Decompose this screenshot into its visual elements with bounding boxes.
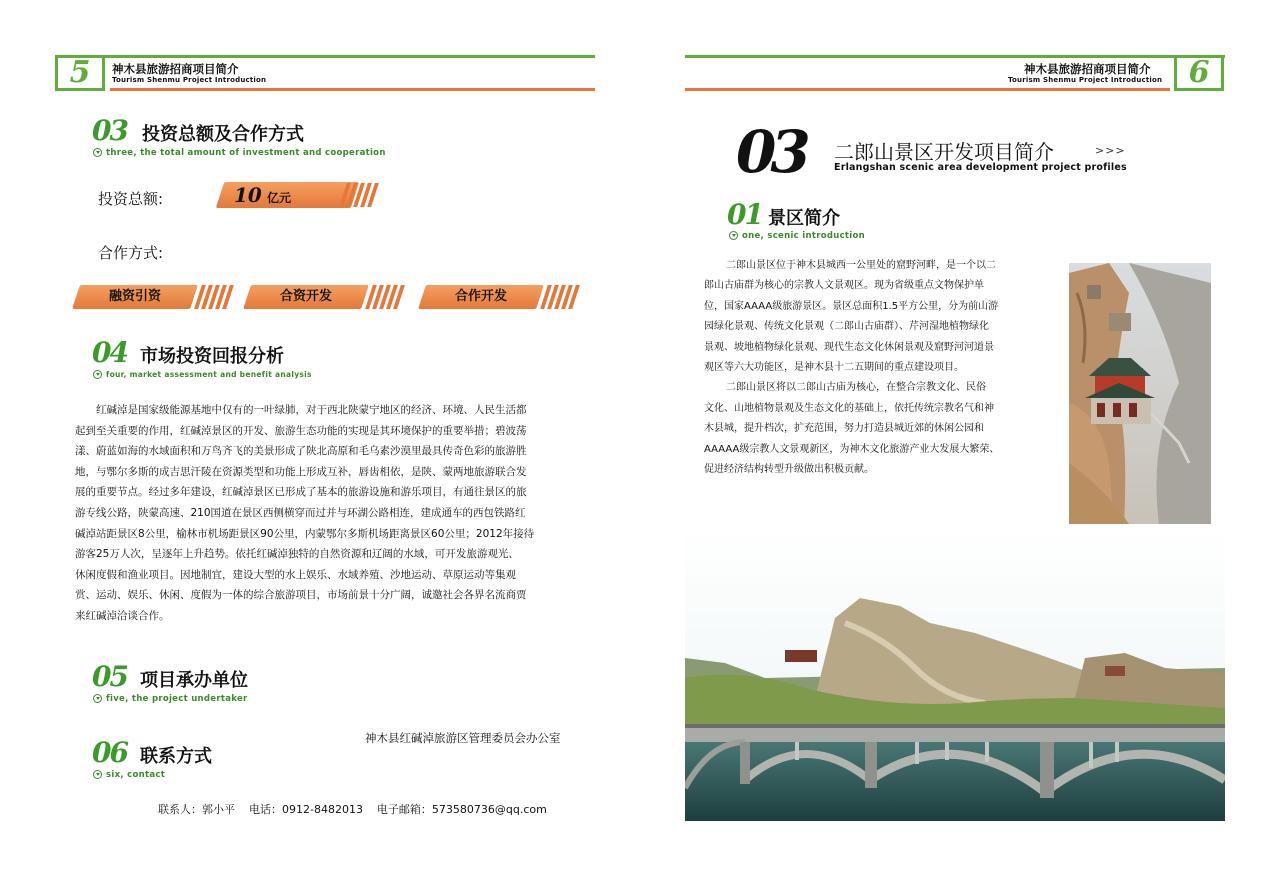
body-line: 地，与鄂尔多斯的成吉思汗陵在资源类型和功能上形成互补，唇齿相依，是陕、蒙两地旅游联合发 <box>75 465 527 478</box>
coop-tag-2-label: 合资开发 <box>279 289 332 304</box>
section-6-title: 联系方式 <box>140 746 212 767</box>
coop-tag-1 <box>72 285 198 309</box>
coop-label: 合作方式: <box>98 244 164 262</box>
right-big-number: 03 <box>736 118 805 186</box>
body-line: 展的重要节点。经过多年建设，红碱淖景区已形成了基本的旅游设施和游乐项目，有通往景区的旅 <box>75 486 527 499</box>
right-section-1-bullet-icon <box>729 231 738 240</box>
body-line: 二郎山景区将以二郎山古庙为核心，在整合宗教文化、民俗 <box>726 382 986 394</box>
section-6-number: 06 <box>92 736 127 769</box>
body-line: 漾、蔚蓝如海的水域面积和万鸟齐飞的美景形成了陕北高原和毛乌素沙漠里最具传奇色彩的旅游胜 <box>75 445 527 458</box>
right-page-title: 二郎山景区开发项目简介 <box>834 140 1054 164</box>
right-page-subtitle: Erlangshan scenic area development project profiles <box>834 162 1127 173</box>
body-line: 碱淖站距景区8公里，榆林市机场距景区90公里，内蒙鄂尔多斯机场距离景区60公里；2012年接待 <box>75 527 535 540</box>
left-header-orange-line <box>110 88 595 91</box>
right-section-1-subtitle: one, scenic introduction <box>742 231 865 241</box>
coop-tag-2 <box>243 285 369 309</box>
right-header-title: 神木县旅游招商项目简介 <box>1024 62 1151 76</box>
left-header-subtitle: Tourism Shenmu Project Introduction <box>112 76 267 84</box>
body-line: 二郎山景区位于神木县城西一公里处的窟野河畔，是一个以二 <box>726 260 996 271</box>
coop-tag-2-stripes <box>369 285 401 309</box>
section-4-bullet-icon <box>93 370 102 379</box>
section-5-bullet-icon <box>93 694 102 703</box>
coop-tag-3-label: 合作开发 <box>454 289 507 304</box>
coop-tag-1-label: 融资引资 <box>108 289 161 304</box>
invest-tag-stripes <box>343 183 375 207</box>
body-line: 起到至关重要的作用，红碱淖景区的开发、旅游生态功能的实现是其环境保护的重要举措；碧波荡 <box>75 424 527 437</box>
right-section-1-title: 景区简介 <box>768 208 840 229</box>
invest-label: 投资总额: <box>98 190 164 208</box>
body-line: 红碱淖是国家级能源基地中仅有的一叶绿肺，对于西北陕蒙宁地区的经济、环境、人民生活都 <box>96 404 527 416</box>
body-line: 文化、山地植物景观及生态文化的基础上，依托传统宗教名气和神 <box>704 402 994 414</box>
body-line: 游专线公路，陕蒙高速、210国道在景区西侧横穿而过并与环湖公路相连，建成通车的西包铁路红 <box>75 506 526 519</box>
body-line: 木县城，提升档次，扩充范围，努力打造县城近郊的休闲公园和 <box>704 423 984 435</box>
cliff-temple-photo <box>1069 263 1211 524</box>
section-4-subtitle: four, market assessment and benefit analysis <box>106 370 312 379</box>
right-title-arrows: >>> <box>1095 144 1126 157</box>
body-line: 来红碱淖洽谈合作。 <box>75 609 170 622</box>
bridge-landscape-photo <box>685 528 1225 821</box>
coop-tag-3 <box>418 285 544 309</box>
undertaker-org: 神木县红碱淖旅游区管理委员会办公室 <box>365 731 561 745</box>
section-4-number: 04 <box>92 336 127 369</box>
section-6-bullet-icon <box>93 770 102 779</box>
invest-amount: 10 <box>234 183 262 207</box>
left-header-title: 神木县旅游招商项目简介 <box>112 62 239 76</box>
right-section-1-body <box>704 256 1056 480</box>
coop-tag-1-stripes <box>198 285 230 309</box>
body-line: 促进经济结构转型升级做出积极贡献。 <box>704 464 874 476</box>
body-line: 位，国家AAAA级旅游景区。景区总面积1.5平方公里，分为前山游 <box>704 300 999 312</box>
section-5-title: 项目承办单位 <box>140 670 248 691</box>
section-3-subtitle: three, the total amount of investment and cooperation <box>106 148 386 158</box>
section-5-number: 05 <box>92 660 127 693</box>
section-4-title: 市场投资回报分析 <box>140 346 284 367</box>
right-header-subtitle: Tourism Shenmu Project Introduction <box>1008 76 1163 84</box>
section-5-subtitle: five, the project undertaker <box>106 694 248 704</box>
left-page-number: 5 <box>55 55 105 91</box>
right-page-number: 6 <box>1174 55 1224 91</box>
body-line: AAAAA级宗教人文景观新区，为神木文化旅游产业大发展大繁荣、 <box>704 443 1000 455</box>
coop-tag-3-stripes <box>544 285 576 309</box>
body-line: 郎山古庙群为核心的宗教人文景观区。现为省级重点文物保护单 <box>704 280 984 292</box>
section-4-body <box>75 400 585 627</box>
contact-line: 联系人：郭小平 电话：0912-8482013 电子邮箱：573580736@qq.com <box>158 803 547 816</box>
body-line: 观区等六大功能区，是神木县十二五期间的重点建设项目。 <box>704 362 964 374</box>
left-header-green-line <box>55 55 595 58</box>
section-3-bullet-icon <box>93 148 102 157</box>
right-header-green-line <box>685 55 1225 58</box>
body-line: 休闲度假和渔业项目。因地制宜，建设大型的水上娱乐、水域养殖、沙地运动、草原运动等集观 <box>75 568 516 581</box>
body-line: 园绿化景观、传统文化景观（二郎山古庙群）、芹河湿地植物绿化 <box>704 321 989 333</box>
invest-unit: 亿元 <box>267 191 292 205</box>
section-3-number: 03 <box>92 114 127 147</box>
right-header-orange-line <box>685 88 1170 91</box>
body-line: 景观、坡地植物绿化景观、现代生态文化休闲景观及窟野河河道景 <box>704 341 994 353</box>
body-line: 游客25万人次，呈逐年上升趋势。依托红碱淖独特的自然资源和辽阔的水域，可开发旅游观光、 <box>75 548 519 561</box>
section-3-title: 投资总额及合作方式 <box>142 124 304 145</box>
body-line: 赏、运动、娱乐、休闲、度假为一体的综合旅游项目，市场前景十分广阔，诚邀社会各界名流商贾 <box>75 589 527 602</box>
right-section-1-number: 01 <box>727 198 762 231</box>
section-6-subtitle: six, contact <box>106 770 166 780</box>
